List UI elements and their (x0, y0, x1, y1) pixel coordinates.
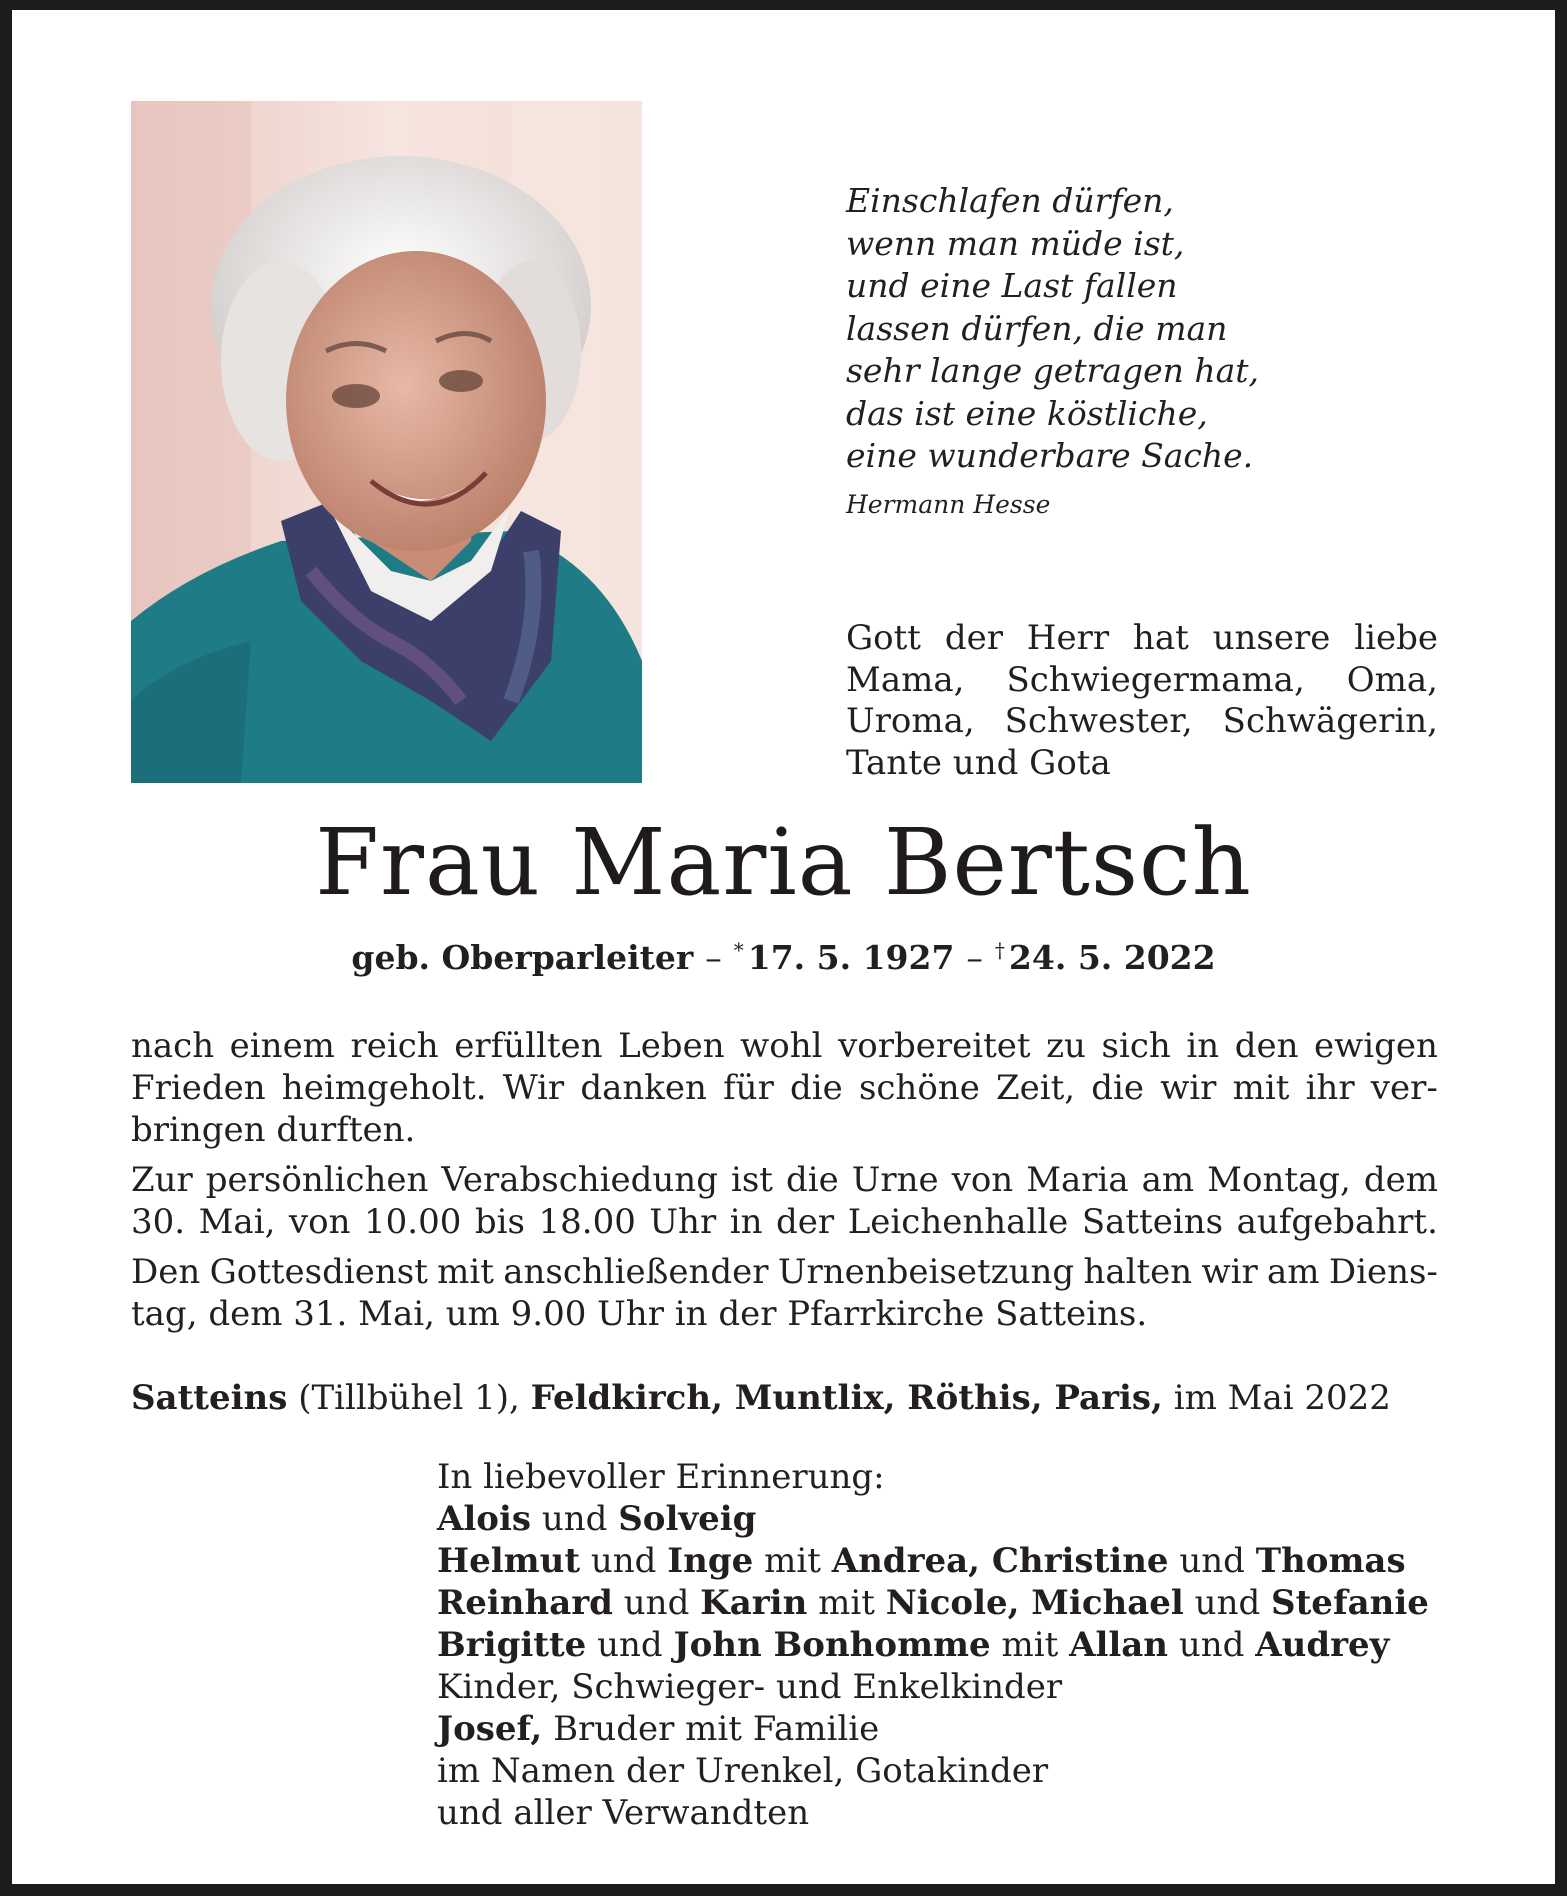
quote-line: eine wunderbare Sache. (846, 436, 1254, 475)
intro-word: Herr (1026, 618, 1110, 658)
place-satteins: Satteins (131, 1378, 288, 1418)
paragraph (131, 1025, 1438, 1151)
family-line (437, 1750, 1437, 1792)
quote-line: sehr lange getragen hat, (846, 351, 1260, 390)
family-text: und (531, 1499, 619, 1539)
intro-word: Mama, (846, 659, 965, 700)
born-symbol: * (733, 938, 744, 962)
family-text: mit (990, 1625, 1070, 1665)
family-heading: In liebevoller Erinnerung: (437, 1457, 885, 1497)
died-symbol: † (994, 938, 1005, 962)
family-text: Bruder mit Familie (542, 1709, 880, 1749)
quote-line: lassen dürfen, die man (846, 308, 1228, 348)
place-towns: Feldkirch, Muntlix, Röthis, Paris, (530, 1378, 1163, 1418)
birth-date: 17. 5. 1927 (747, 938, 955, 977)
intro-word: Gott (846, 618, 921, 658)
intro-line (846, 743, 1438, 785)
family-text: mit (807, 1583, 886, 1623)
family-name: Nicole, Michael (885, 1583, 1184, 1623)
intro-word: Schwiegermama, (1006, 659, 1305, 700)
intro-line (846, 660, 1438, 702)
intro-word: Schwester, (1004, 701, 1193, 741)
quote-line: wenn man müde ist, (846, 223, 1185, 263)
family-name: Andrea, Christine (831, 1541, 1169, 1581)
family-line (437, 1666, 1437, 1708)
announcement-body (131, 1025, 1438, 1343)
intro-word: Uroma, (846, 701, 975, 741)
family-line (437, 1540, 1437, 1582)
family-name: Reinhard (437, 1583, 613, 1623)
intro-word: unsere (1212, 618, 1331, 658)
intro-word: hat (1132, 618, 1189, 658)
family-name: Karin (700, 1583, 808, 1623)
intro-word: Schwägerin, (1222, 701, 1438, 741)
intro-word: liebe (1354, 618, 1438, 658)
body-line: bringen durften. (131, 1110, 416, 1150)
intro-text (846, 618, 1438, 784)
intro-word: Oma, (1346, 659, 1438, 700)
family-line (437, 1624, 1437, 1666)
paragraph (131, 1251, 1438, 1335)
quote-line: und eine Last fallen (846, 266, 1178, 305)
body-line: Frieden heimgeholt. Wir danken für die schöne Zeit, die wir mit ihr ver- (131, 1068, 1438, 1108)
intro-line (846, 701, 1438, 743)
family-name: Allan (1069, 1625, 1169, 1665)
family-text: und (586, 1625, 674, 1665)
paragraph (131, 1159, 1438, 1243)
birth-name: geb. Oberparleiter (351, 938, 694, 977)
family-name: Alois (437, 1499, 532, 1539)
family-text: im Namen der Urenkel, Gotakinder (437, 1751, 1049, 1791)
family-name: Thomas (1255, 1541, 1406, 1581)
body-line: tag, dem 31. Mai, um 9.00 Uhr in der Pfarrkirche Satteins. (131, 1294, 1148, 1334)
body-line: Zur persönlichen Verabschiedung ist die Urne von Maria am Montag, dem (131, 1160, 1438, 1200)
family-name: Josef, (437, 1709, 543, 1749)
family-name: Inge (667, 1541, 754, 1581)
family-text: und (1168, 1625, 1256, 1665)
family-name: John Bonhomme (673, 1625, 991, 1665)
life-dates (0, 938, 1567, 977)
dash-separator: – (966, 938, 983, 977)
family-text: und (1183, 1583, 1272, 1623)
quote-author: Hermann Hesse (846, 490, 1051, 519)
intro-word: der (944, 618, 1003, 658)
family-line (437, 1582, 1437, 1624)
quote-line: Einschlafen dürfen, (846, 181, 1174, 220)
intro-line (846, 618, 1438, 660)
family-signatures (437, 1456, 1437, 1834)
family-name: Brigitte (437, 1625, 587, 1665)
family-name: Solveig (618, 1499, 757, 1539)
family-text: Kinder, Schwieger- und Enkelkinder (437, 1667, 1063, 1707)
family-line (437, 1708, 1437, 1750)
family-name: Stefanie (1271, 1583, 1429, 1623)
places-line (131, 1378, 1438, 1418)
deceased-name: Frau Maria Bertsch (315, 809, 1252, 916)
place-address: (Tillbühel 1), (298, 1378, 520, 1418)
quote-line: das ist eine köstliche, (846, 393, 1208, 433)
family-line (437, 1498, 1437, 1540)
family-text: und (580, 1541, 668, 1581)
family-line (437, 1792, 1437, 1834)
family-text: und aller Verwandten (437, 1793, 810, 1833)
portrait-photo (131, 101, 642, 783)
family-rows (437, 1498, 1437, 1834)
death-date: 24. 5. 2022 (1008, 938, 1216, 977)
family-text: und (1168, 1541, 1256, 1581)
family-text: und (612, 1583, 701, 1623)
family-name: Helmut (437, 1541, 581, 1581)
intro-word: Tante und Gota (846, 742, 1111, 783)
body-line: Den Gottesdienst mit anschließender Urnenbeisetzung halten wir am Diens- (131, 1252, 1438, 1292)
dash-separator: – (705, 938, 722, 977)
body-line: 30. Mai, von 10.00 bis 18.00 Uhr in der Leichenhalle Satteins aufgebahrt. (131, 1202, 1438, 1242)
place-date: im Mai 2022 (1173, 1378, 1391, 1418)
poem-quote (846, 180, 1406, 478)
family-text: mit (753, 1541, 832, 1581)
body-line: nach einem reich erfüllten Leben wohl vorbereitet zu sich in den ewigen (131, 1026, 1438, 1066)
family-name: Audrey (1255, 1625, 1390, 1665)
